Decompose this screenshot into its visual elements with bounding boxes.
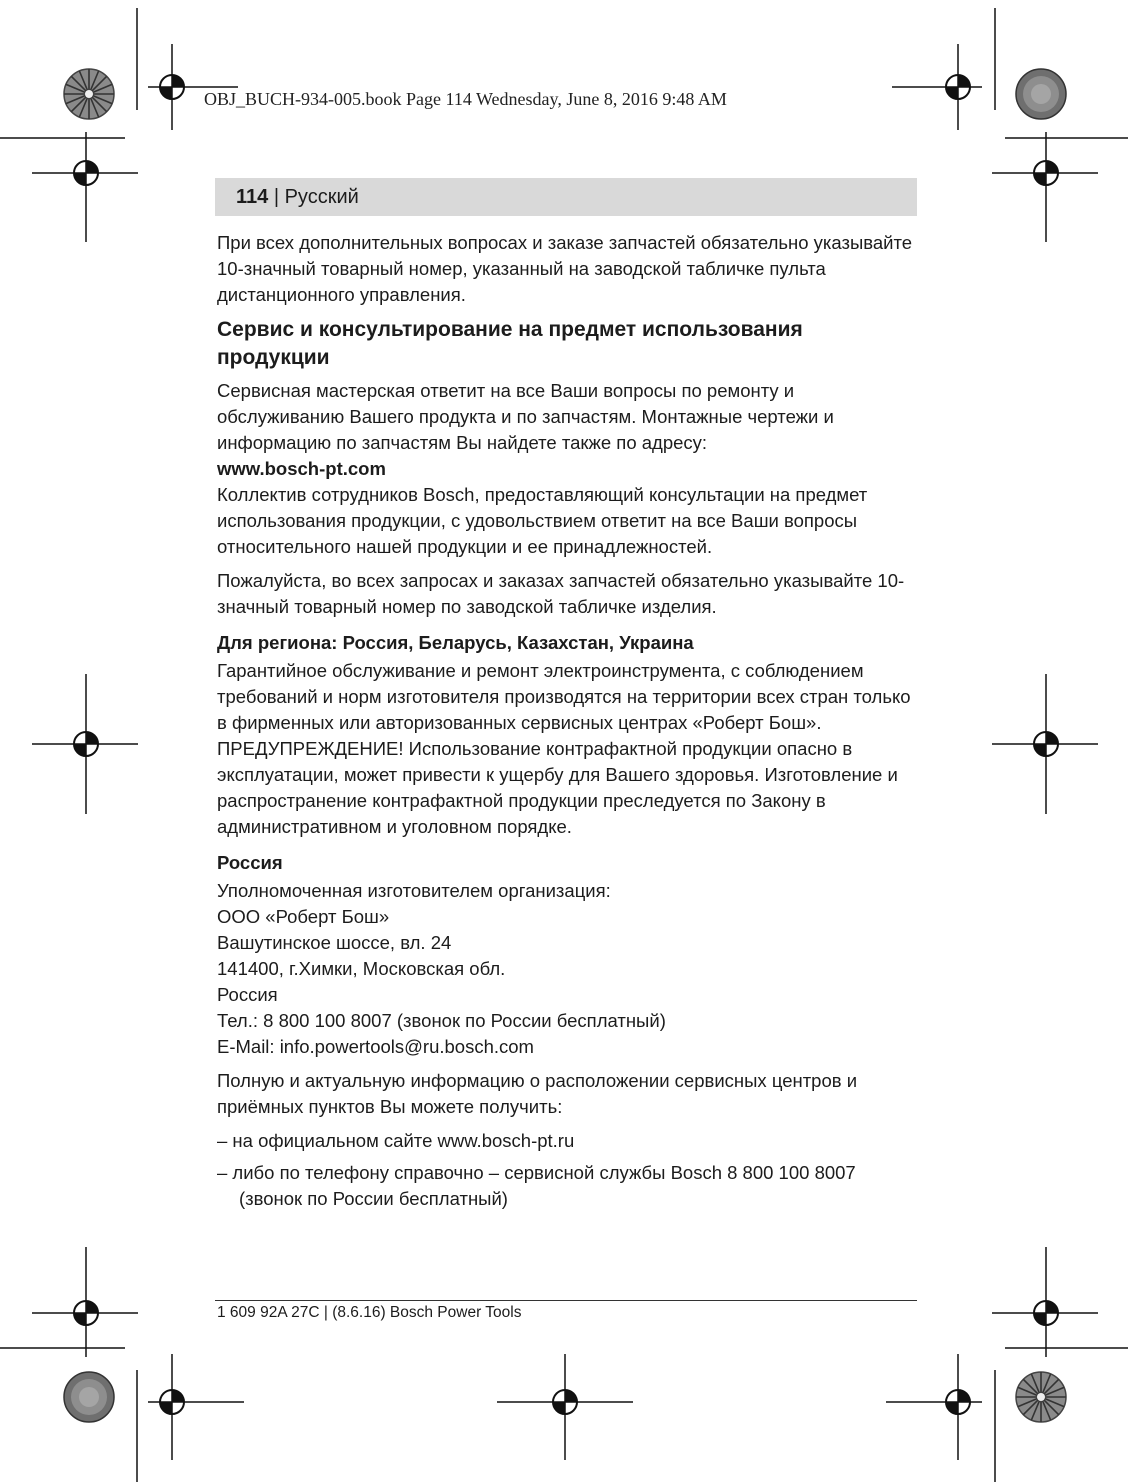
service-paragraph-2: Коллектив сотрудников Bosch, предоставляющий консультации на предмет использования продукции, с удовольствием ответит на все Ваши вопросы относительного нашей продукции и ее принадлежностей. (217, 484, 868, 557)
region-heading: Для региона: Россия, Беларусь, Казахстан, Украина (217, 632, 694, 653)
service-heading: Сервис и консультирование на предмет использования продукции (217, 318, 803, 369)
service-paragraph-1: Сервисная мастерская ответит на все Ваши вопросы по ремонту и обслуживанию Вашего продукта и по запчастям. Монтажные чертежи и информацию по запчастям Вы найдете также по адресу: (217, 380, 834, 453)
registration-mark-bottom-right (880, 1352, 990, 1462)
service-url: www.bosch-pt.com (217, 458, 386, 479)
address-line: 141400, г.Химки, Московская обл. (217, 958, 506, 979)
address-line: Уполномоченная изготовителем организация: (217, 880, 611, 901)
list-item: – либо по телефону справочно – сервисной службы Bosch 8 800 100 8007 (звонок по России бесплатный) (217, 1162, 856, 1209)
service-paragraph-3: Пожалуйста, во всех запросах и заказах запчастей обязательно указывайте 10-значный товарный номер по заводской табличке изделия. (217, 570, 905, 617)
registration-mark-left-lower (30, 1245, 140, 1360)
color-wheel-top-right (1014, 67, 1068, 121)
registration-mark-bottom-left (140, 1352, 250, 1462)
address-line: Россия (217, 984, 278, 1005)
address-block (217, 878, 917, 1060)
registration-mark-right-lower (990, 1245, 1100, 1360)
registration-mark-top-right (890, 42, 990, 132)
page-footer: 1 609 92A 27C | (8.6.16) Bosch Power Tools (217, 1304, 522, 1321)
header-separator: | (268, 186, 285, 208)
registration-mark-right-upper (990, 130, 1100, 245)
color-wheel-bottom-right (1014, 1370, 1068, 1424)
registration-mark-left-middle (30, 672, 140, 817)
page-header (236, 186, 359, 209)
print-slug: OBJ_BUCH-934-005.book Page 114 Wednesday, June 8, 2016 9:48 AM (204, 89, 727, 109)
header-language: Русский (284, 186, 359, 208)
registration-mark-top-left (140, 42, 240, 132)
address-line: ООО «Роберт Бош» (217, 906, 390, 927)
info-paragraph: Полную и актуальную информацию о расположении сервисных центров и приёмных пунктов Вы можете получить: (217, 1070, 858, 1117)
color-wheel-bottom-left (62, 1370, 116, 1424)
intro-paragraph: При всех дополнительных вопросах и заказе запчастей обязательно указывайте 10-значный товарный номер, указанный на заводской табличке пульта дистанционного управления. (217, 232, 913, 305)
russia-heading: Россия (217, 852, 283, 873)
color-wheel-top-left (62, 67, 116, 121)
registration-mark-right-middle (990, 672, 1100, 817)
email-line: E-Mail: info.powertools@ru.bosch.com (217, 1036, 534, 1057)
phone-line: Тел.: 8 800 100 8007 (звонок по России бесплатный) (217, 1010, 666, 1031)
region-warning: ПРЕДУПРЕЖДЕНИЕ! Использование контрафактной продукции опасно в эксплуатации, может привести к ущербу для Вашего здоровья. Изготовление и распространение контрафактной продукции преследуется по Закону в административном и уголовном порядке. (217, 738, 898, 837)
page-content (217, 230, 917, 1218)
page-number: 114 (236, 186, 269, 208)
registration-mark-left-upper (30, 130, 140, 245)
footer-rule (215, 1300, 917, 1301)
list-item: – на официальном сайте www.bosch-pt.ru (217, 1130, 575, 1151)
address-line: Вашутинское шоссе, вл. 24 (217, 932, 452, 953)
registration-mark-bottom-center (495, 1352, 635, 1462)
region-paragraph-1: Гарантийное обслуживание и ремонт электроинструмента, с соблюдением требований и норм изготовителя производятся на территории всех стран только в фирменных или авторизованных сервисных центрах «Роберт Бош». (217, 660, 911, 733)
